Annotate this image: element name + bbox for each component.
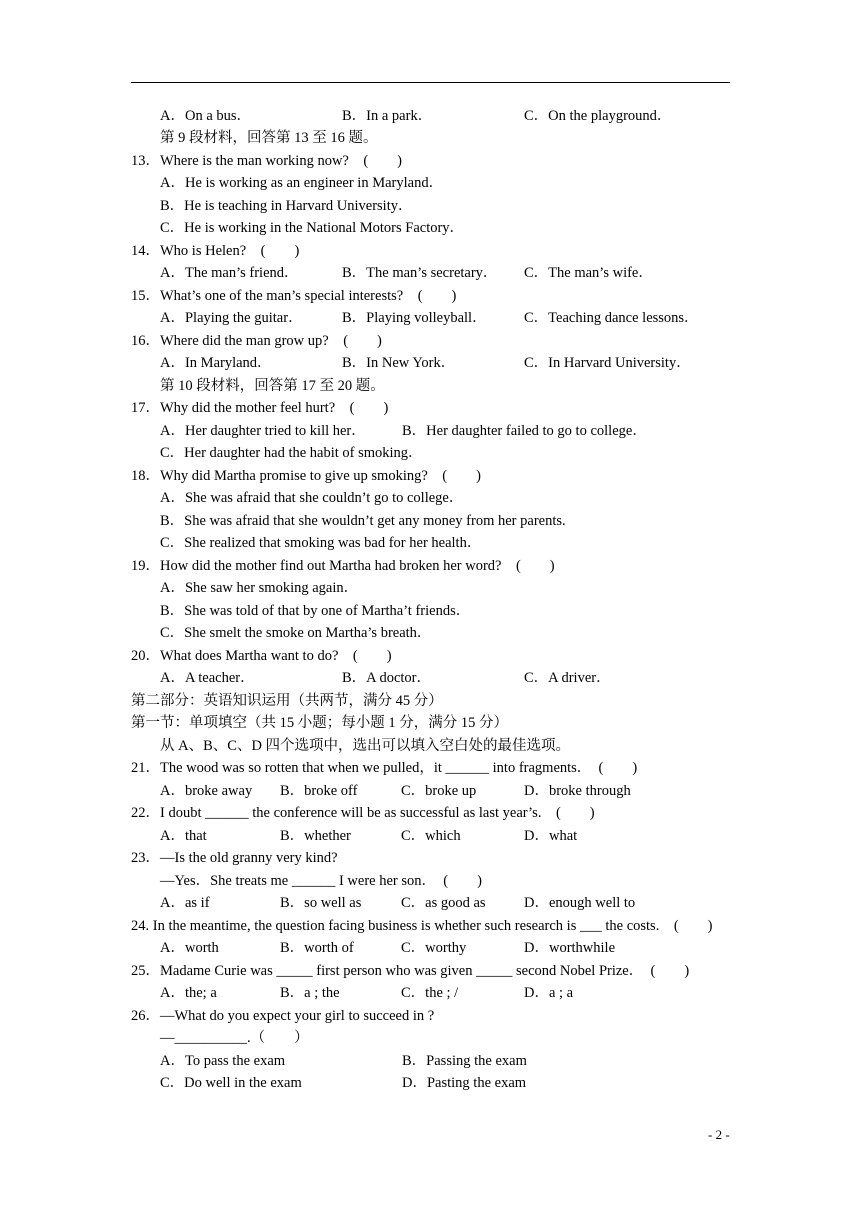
option-c: C．He is working in the National Motors Factory． <box>160 220 465 236</box>
option-a: A．broke away <box>160 783 253 799</box>
option-c: C．worthy <box>401 940 467 956</box>
option-a: A．In Maryland． <box>160 355 272 371</box>
section-instruction: 第 10 段材料，回答第 17 至 20 题。 <box>160 378 385 394</box>
option-d: D．enough well to <box>524 895 636 911</box>
option-a: A．The man’s friend． <box>160 265 299 281</box>
option-c: C．Teaching dance lessons． <box>524 310 699 326</box>
question-26: 26．—What do you expect your girl to succeed in ? <box>131 1008 435 1024</box>
question-18: 18．Why did Martha promise to give up smoking? ( ) <box>131 468 481 484</box>
question-21: 21．The wood was so rotten that when we pulled，it ______ into fragments． ( ) <box>131 760 638 776</box>
option-a: A．Her daughter tried to kill her． <box>160 423 366 439</box>
option-c: C．She realized that smoking was bad for her health． <box>160 535 482 551</box>
option-row <box>160 262 653 284</box>
option-b: B．whether <box>280 828 351 844</box>
option-row <box>160 780 631 802</box>
option-b: B．The man’s secretary． <box>342 265 498 281</box>
option-a: A．the; a <box>160 985 217 1001</box>
option-d: D．what <box>524 828 578 844</box>
option-row <box>160 420 647 442</box>
option-a: A．She was afraid that she couldn’t go to college． <box>160 490 464 506</box>
question-23-dialogue: —Yes．She treats me ______ I were her son． ( ) <box>160 873 482 889</box>
option-b: B．Playing volleyball． <box>342 310 487 326</box>
option-a: A．She saw her smoking again． <box>160 580 359 596</box>
option-a: A．A teacher． <box>160 670 255 686</box>
question-15: 15．What’s one of the man’s special interests? ( ) <box>131 288 457 304</box>
option-b: B．Her daughter failed to go to college． <box>402 423 647 439</box>
section-instruction: 第 9 段材料，回答第 13 至 16 题。 <box>160 130 378 146</box>
option-row <box>160 352 691 374</box>
option-a: A．Playing the guitar． <box>160 310 303 326</box>
option-c: C．The man’s wife． <box>524 265 653 281</box>
option-a: A．that <box>160 828 207 844</box>
option-d: D．Pasting the exam <box>402 1075 527 1091</box>
question-14: 14．Who is Helen? ( ) <box>131 243 300 259</box>
option-a: A．He is working as an engineer in Maryland． <box>160 175 444 191</box>
option-c: C．Do well in the exam <box>160 1075 302 1091</box>
page-number: - 2 - <box>708 1127 730 1142</box>
option-d: D．broke through <box>524 783 631 799</box>
question-23: 23．—Is the old granny very kind? <box>131 850 338 866</box>
question-22: 22．I doubt ______ the conference will be as successful as last year’s. ( ) <box>131 805 595 821</box>
option-c: C．broke up <box>401 783 477 799</box>
option-b: B．so well as <box>280 895 362 911</box>
option-a: A．worth <box>160 940 219 956</box>
header-rule <box>131 82 730 83</box>
option-c: C．On the playground． <box>524 108 672 124</box>
question-25: 25．Madame Curie was _____ first person who was given _____ second Nobel Prize． ( ) <box>131 963 690 979</box>
option-row <box>160 105 672 127</box>
question-26-dialogue: —__________.（ ） <box>160 1030 309 1046</box>
option-b: B．In New York． <box>342 355 456 371</box>
option-b: B．a ; the <box>280 985 340 1001</box>
question-20: 20．What does Martha want to do? ( ) <box>131 648 392 664</box>
option-b: B．She was afraid that she wouldn’t get any money from her parents. <box>160 513 566 529</box>
section-heading: 第一节：单项填空（共 15 小题；每小题 1 分，满分 15 分） <box>131 715 508 731</box>
option-row <box>160 825 578 847</box>
option-c: C．as good as <box>401 895 486 911</box>
question-17: 17．Why did the mother feel hurt? ( ) <box>131 400 389 416</box>
option-row <box>160 937 616 959</box>
part-heading: 第二部分：英语知识运用（共两节，满分 45 分） <box>131 693 443 709</box>
option-b: B．worth of <box>280 940 354 956</box>
question-13: 13．Where is the man working now? ( ) <box>131 153 403 169</box>
option-b: B．In a park． <box>342 108 433 124</box>
option-c: C．In Harvard University． <box>524 355 691 371</box>
option-b: B．He is teaching in Harvard University． <box>160 198 413 214</box>
option-b: B．broke off <box>280 783 358 799</box>
option-c: C．She smelt the smoke on Martha’s breath． <box>160 625 432 641</box>
option-c: C．A driver． <box>524 670 611 686</box>
option-c: C．which <box>401 828 461 844</box>
section-instruction: 从 A、B、C、D 四个选项中，选出可以填入空白处的最佳选项。 <box>160 738 571 754</box>
option-b: B．A doctor． <box>342 670 432 686</box>
option-d: D．worthwhile <box>524 940 616 956</box>
question-24: 24. In the meantime, the question facing business is whether such research is ___ the costs. ( ) <box>131 918 713 934</box>
option-c: C．Her daughter had the habit of smoking． <box>160 445 423 461</box>
option-a: A．as if <box>160 895 210 911</box>
option-c: C．the ; / <box>401 985 459 1001</box>
option-row <box>160 1072 527 1094</box>
option-b: B．She was told of that by one of Martha’t friends． <box>160 603 471 619</box>
option-b: B．Passing the exam <box>402 1053 527 1069</box>
option-row <box>160 667 611 689</box>
question-19: 19．How did the mother find out Martha had broken her word? ( ) <box>131 558 555 574</box>
option-row <box>160 1050 527 1072</box>
option-a: A．On a bus． <box>160 108 252 124</box>
option-row <box>160 892 636 914</box>
option-a: A．To pass the exam <box>160 1053 286 1069</box>
option-row <box>160 982 574 1004</box>
question-16: 16．Where did the man grow up? ( ) <box>131 333 382 349</box>
option-d: D．a ; a <box>524 985 574 1001</box>
option-row <box>160 307 699 329</box>
